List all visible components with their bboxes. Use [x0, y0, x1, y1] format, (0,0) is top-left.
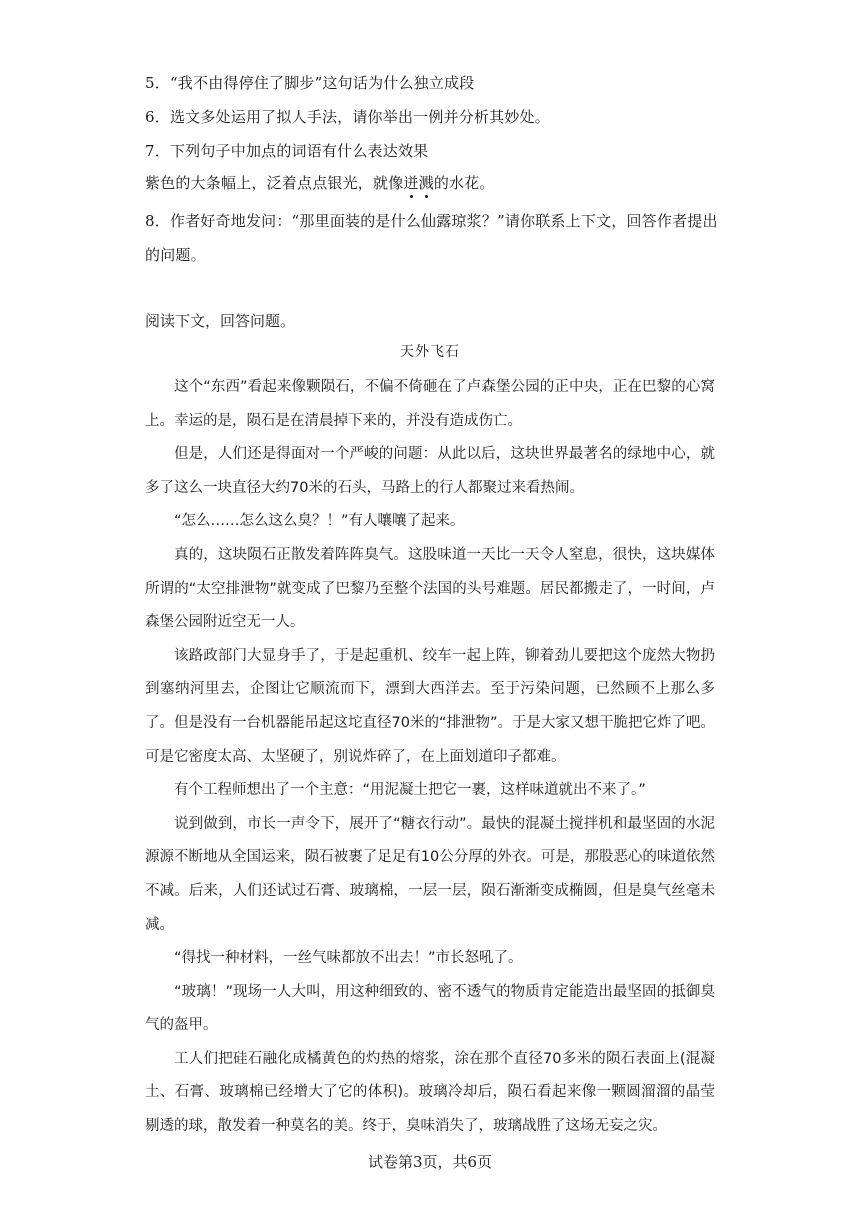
- question-7-sentence: [145, 166, 720, 200]
- question-6: 6．选文多处运用了拟人手法，请你举出一例并分析其妙处。: [145, 108, 550, 126]
- paragraph: 工人们把硅石融化成橘黄色的灼热的熔浆，涂在那个直径70多米的陨石表面上(混凝土、石膏、玻璃棉已经增大了它的体积)。玻璃冷却后，陨石看起来像一颗圆溜溜的晶莹剔透的球，散发着一种莫名的美。终于，臭味消失了，玻璃战胜了这场无妄之灾。: [145, 1050, 715, 1135]
- reading-instruction: 阅读下文，回答问题。: [145, 312, 296, 330]
- story-title: 天外飞石: [400, 344, 460, 360]
- question-8: 8．作者好奇地发问：“那里面装的是什么仙露琼浆？”请你联系上下文，回答作者提出的问题。: [145, 212, 718, 264]
- paragraph: 但是，人们还是得面对一个严峻的问题：从此以后，这块世界最著名的绿地中心，就多了这么一块直径大约70米的石头，马路上的行人都聚过来看热闹。: [145, 446, 715, 496]
- dotted-word-2: 溅: [419, 166, 434, 200]
- paragraph: 这个“东西”看起来像颗陨石，不偏不倚砸在了卢森堡公园的正中央，正在巴黎的心窝上。幸运的是，陨石是在清晨掉下来的，并没有造成伤亡。: [145, 379, 715, 429]
- dotted-word-1: 迸: [403, 166, 418, 200]
- sentence-part-before: 紫色的大条幅上，泛着点点银光，就像: [145, 174, 404, 192]
- paragraph: 有个工程师想出了一个主意：“用泥凝土把它一裹，这样味道就出不来了。”: [174, 782, 646, 799]
- paragraph: “得找一种材料，一丝气味都放不出去！”市长怒吼了。: [174, 950, 523, 967]
- question-5: 5．“我不由得停住了脚步”这句话为什么独立成段: [145, 74, 475, 92]
- paragraph: 说到做到，市长一声令下，展开了“糖衣行动”。最快的混凝土搅拌机和最坚固的水泥源源不断地从全国运来，陨石被裹了足足有10公分厚的外衣。可是，那股恶心的味道依然不减。后来，人们还试过石膏、玻璃棉，一层一层，陨石渐渐变成椭圆，但是臭气丝毫未减。: [145, 815, 715, 933]
- paragraph: “玻璃！”现场一人大叫，用这种细致的、密不透气的物质肯定能造出最坚固的抵御臭气的盔甲。: [145, 983, 715, 1034]
- paragraph: 该路政部门大显身手了，于是起重机、绞车一起上阵，铆着劲儿要把这个庞然大物扔到塞纳河里去，企图让它顺流而下，漂到大西洋去。至于污染问题，已然顾不上那么多了。但是没有一台机器能吊起这坨直径70米的“排泄物”。于是大家又想干脆把它炸了吧。可是它密度太高、太坚硬了，别说炸碎了，在上面划道印子都难。: [145, 647, 715, 765]
- paragraph: “怎么……怎么这么臭？！”有人嚷嚷了起来。: [174, 513, 465, 530]
- page-footer: 试卷第3页，共6页: [367, 1153, 493, 1171]
- sentence-part-after: 的水花。: [433, 174, 495, 192]
- paragraph: 真的，这块陨石正散发着阵阵臭气。这股味道一天比一天令人窒息，很快，这块媒体所谓的“太空排泄物”就变成了巴黎乃至整个法国的头号难题。居民都搬走了，一时间，卢森堡公园附近空无一人。: [145, 546, 715, 631]
- story-body: [145, 371, 715, 1144]
- question-7: 7．下列句子中加点的词语有什么表达效果: [145, 142, 429, 160]
